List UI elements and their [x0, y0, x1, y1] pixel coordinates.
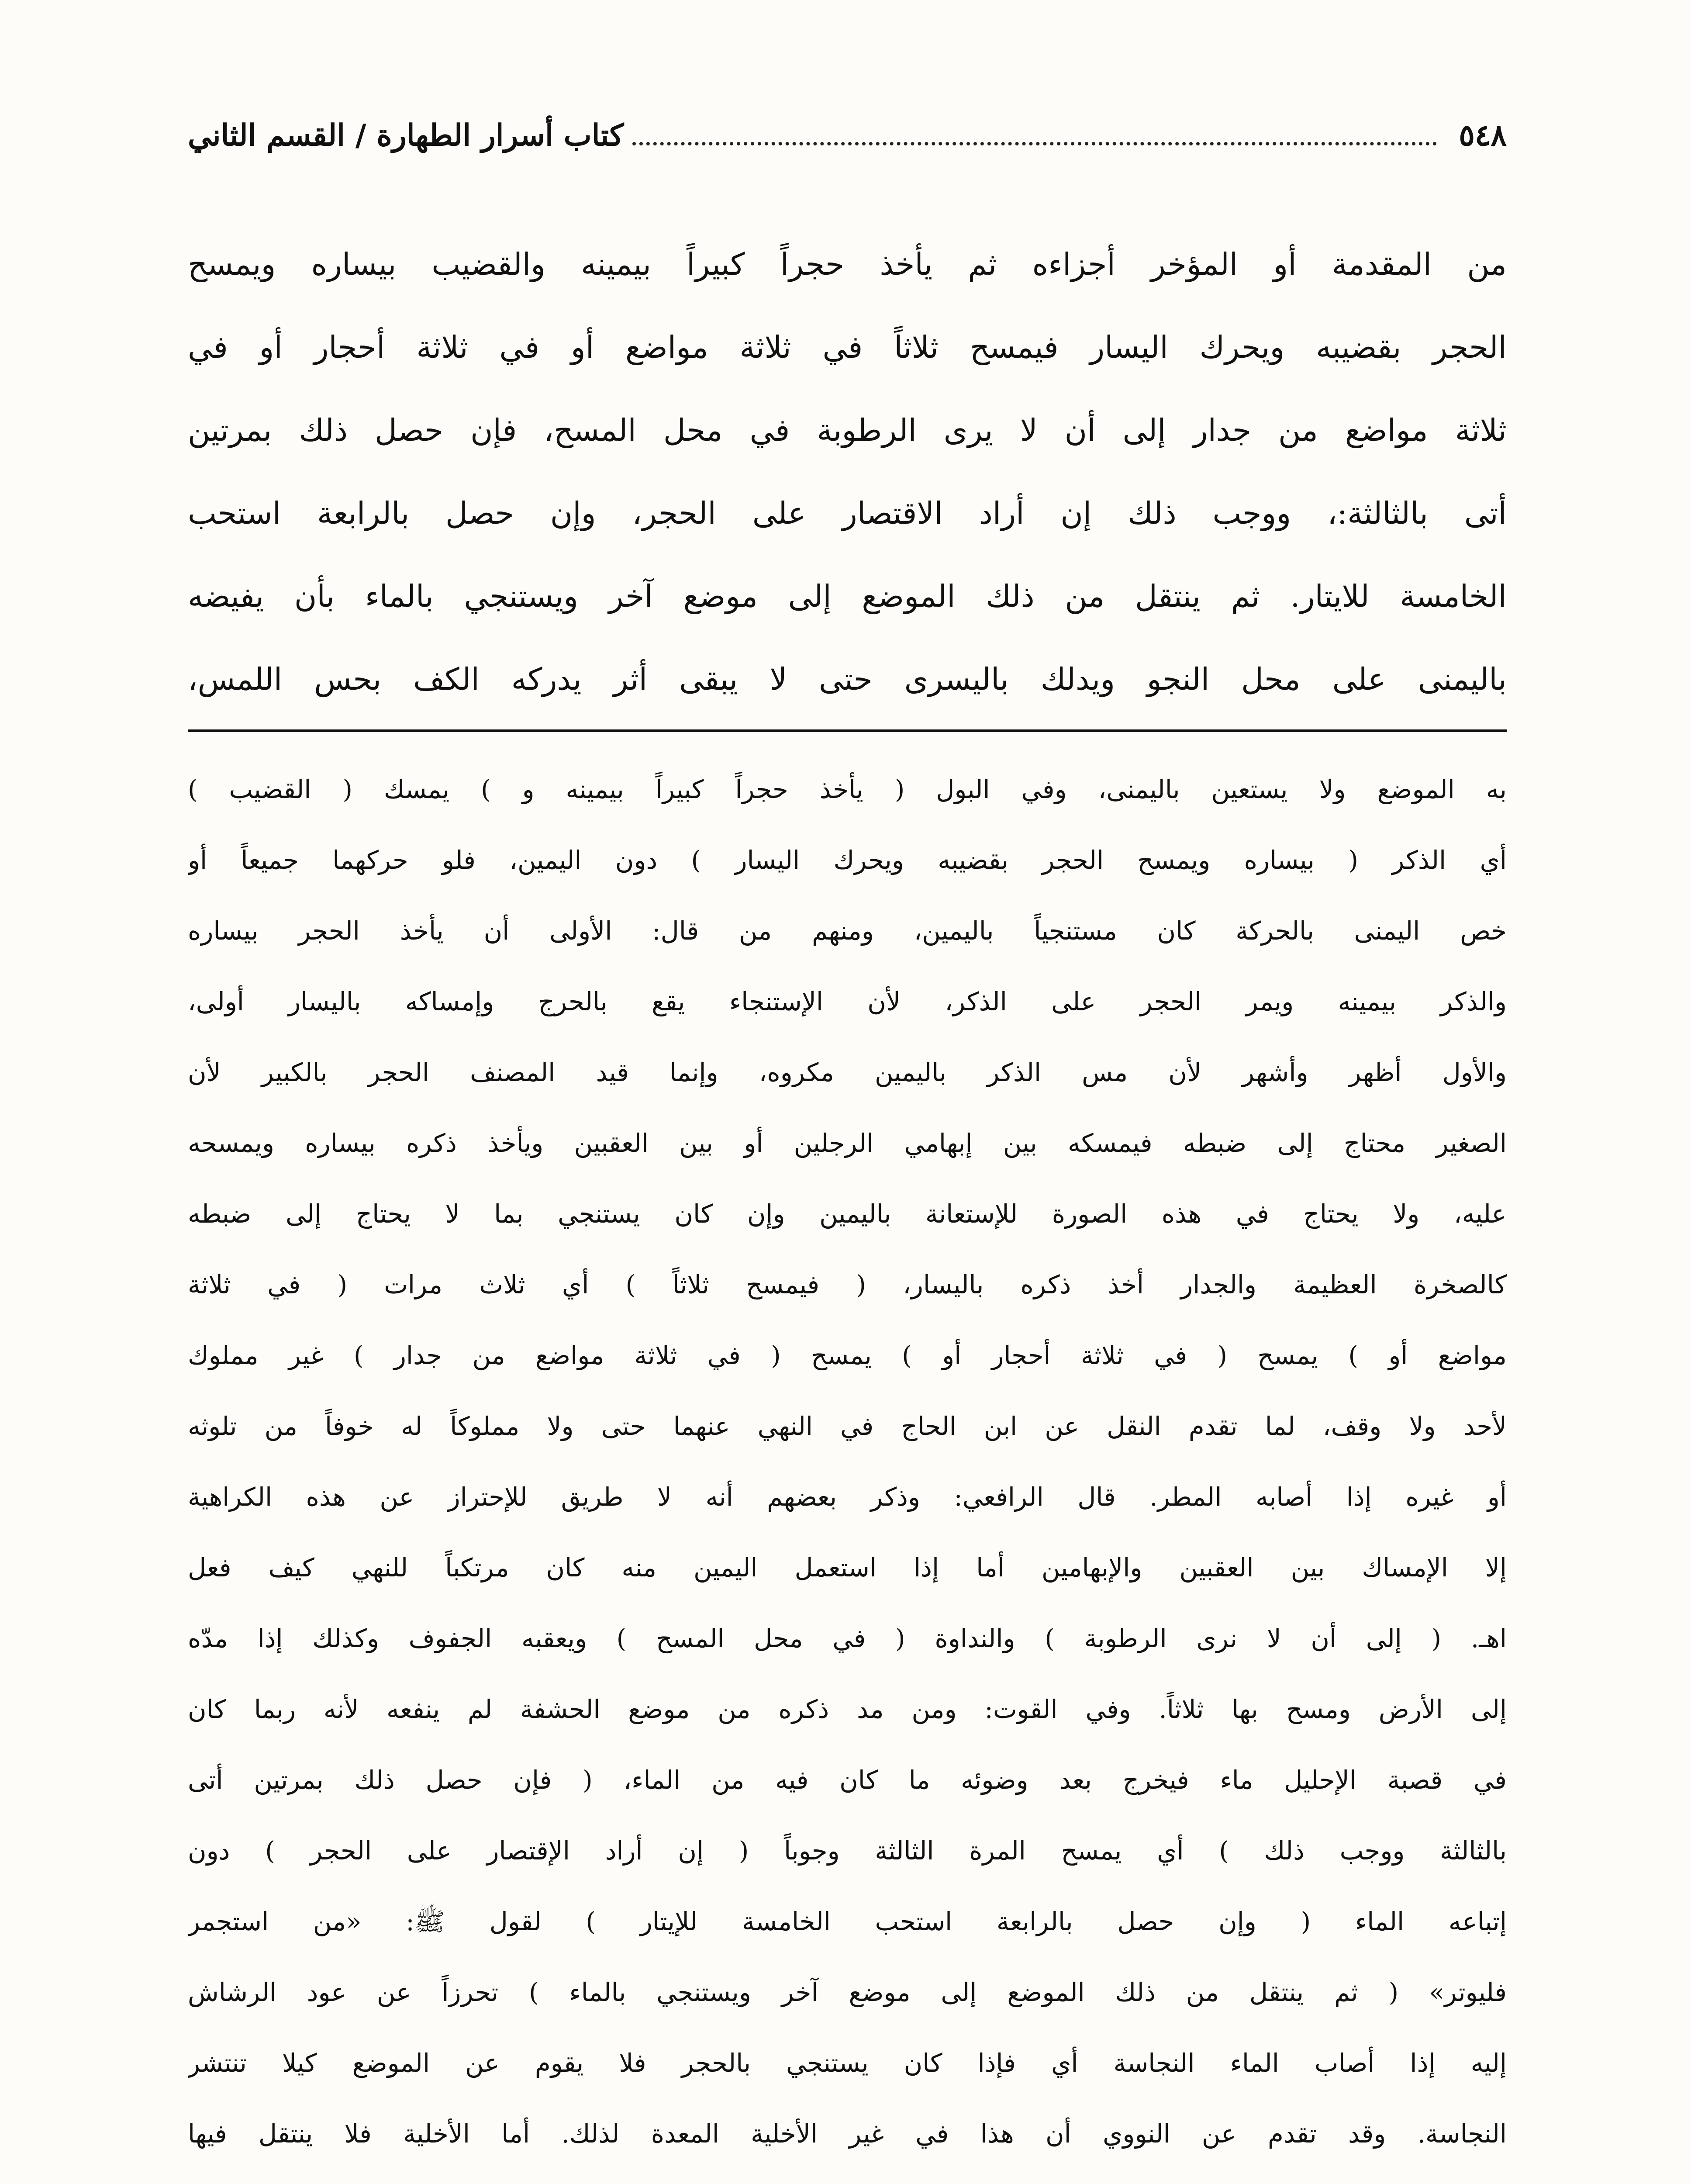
- page-header: [188, 118, 1507, 175]
- commentary-line: اهـ. ( إلى أن لا نرى الرطوبة ) والنداوة ( في محل المسح ) ويعقبه الجفوف وكذلك إذا مدّه: [188, 1624, 1507, 1653]
- commentary-line: إلى الأرض ومسح بها ثلاثاً. وفي القوت: ومن مد ذكره من موضع الحشفة لم ينفعه لأنه ربما كان: [188, 1694, 1507, 1724]
- commentary-line: فليوتر» ( ثم ينتقل من ذلك الموضع إلى موضع آخر ويستنجي بالماء ) تحرزاً عن عود الرشاش: [188, 1977, 1507, 2007]
- commentary-line: كالصخرة العظيمة والجدار أخذ ذكره باليسار، ( فيمسح ثلاثاً ) أي ثلاث مرات ( في ثلاثة: [188, 1270, 1507, 1299]
- commentary-line: والذكر بيمينه ويمر الحجر على الذكر، لأن الإستنجاء يقع بالحرج وإمساكه باليسار أولى،: [188, 987, 1507, 1016]
- commentary-line: إليه إذا أصاب الماء النجاسة أي فإذا كان يستنجي بالحجر فلا يقوم عن الموضع كيلا تنتشر: [188, 2048, 1507, 2078]
- commentary-line: أي الذكر ( بيساره ويمسح الحجر بقضيبه ويحرك اليسار ) دون اليمين، فلو حركهما جميعاً أو: [188, 845, 1507, 875]
- commentary-line: في قصبة الإحليل ماء فيخرج بعد وضوئه ما كان فيه من الماء، ( فإن حصل ذلك بمرتين أتى: [188, 1765, 1507, 1795]
- commentary-line: عليه، ولا يحتاج في هذه الصورة للإستعانة باليمين وإن كان يستنجي بما لا يحتاج إلى ضبطه: [188, 1199, 1507, 1229]
- page-number: ٥٤٨: [1459, 118, 1507, 153]
- main-text-line: أتى بالثالثة:، ووجب ذلك إن أراد الاقتصار على الحجر، وإن حصل بالرابعة استحب: [188, 495, 1507, 531]
- commentary-line: إلا الإمساك بين العقبين والإبهامين أما إذا استعمل اليمين منه كان مرتكباً للنهي كيف فعل: [188, 1553, 1507, 1583]
- text-separator-rule: [188, 729, 1507, 732]
- header-leader-dots: [632, 124, 1437, 145]
- commentary-line: لأحد ولا وقف، لما تقدم النقل عن ابن الحاج في النهي عنهما حتى ولا مملوكاً له خوفاً من تلوثه: [188, 1411, 1507, 1441]
- commentary-line: خص اليمنى بالحركة كان مستنجياً باليمين، ومنهم من قال: الأولى أن يأخذ الحجر بيساره: [188, 916, 1507, 946]
- main-text-line: من المقدمة أو المؤخر أجزاءه ثم يأخذ حجراً كبيراً بيمينه والقضيب بيساره ويمسح: [188, 246, 1507, 282]
- commentary-line: الصغير محتاج إلى ضبطه فيمسكه بين إبهامي الرجلين أو بين العقبين ويأخذ ذكره بيساره ويمسحه: [188, 1128, 1507, 1158]
- commentary-line: والأول أظهر وأشهر لأن مس الذكر باليمين مكروه، وإنما قيد المصنف الحجر بالكبير لأن: [188, 1057, 1507, 1087]
- main-text-line: الحجر بقضيبه ويحرك اليسار فيمسح ثلاثاً في ثلاثة مواضع أو في ثلاثة أحجار أو في: [188, 329, 1507, 365]
- book-page: [188, 118, 1507, 2184]
- commentary-text: [188, 754, 1507, 2184]
- main-text: [188, 223, 1507, 721]
- commentary-line: [188, 2169, 1507, 2184]
- running-title: كتاب أسرار الطهارة / القسم الثاني: [188, 118, 624, 153]
- commentary-line: أو غيره إذا أصابه المطر. قال الرافعي: وذكر بعضهم أنه لا طريق للإحتراز عن هذه الكراهية: [188, 1482, 1507, 1512]
- commentary-line: به الموضع ولا يستعين باليمنى، وفي البول ( يأخذ حجراً كبيراً بيمينه و ) يمسك ( القضيب ): [188, 774, 1507, 804]
- commentary-line: النجاسة. وقد تقدم عن النووي أن هذا في غير الأخلية المعدة لذلك. أما الأخلية فلا ينتقل فيها: [188, 2119, 1507, 2149]
- commentary-line: مواضع أو ) يمسح ( في ثلاثة أحجار أو ) يمسح ( في ثلاثة مواضع من جدار ) غير مملوك: [188, 1341, 1507, 1370]
- main-text-line: الخامسة للايتار. ثم ينتقل من ذلك الموضع إلى موضع آخر ويستنجي بالماء بأن يفيضه: [188, 578, 1507, 614]
- main-text-line: ثلاثة مواضع من جدار إلى أن لا يرى الرطوبة في محل المسح، فإن حصل ذلك بمرتين: [188, 412, 1507, 448]
- main-text-line: باليمنى على محل النجو ويدلك باليسرى حتى لا يبقى أثر يدركه الكف بحس اللمس،: [188, 661, 1507, 697]
- commentary-line: بالثالثة ووجب ذلك ) أي يمسح المرة الثالثة وجوباً ( إن أراد الإقتصار على الحجر ) دون: [188, 1836, 1507, 1866]
- commentary-line: إتباعه الماء ( وإن حصل بالرابعة استحب الخامسة للإيتار ) لقول ﷺ: «من استجمر: [188, 1907, 1507, 1936]
